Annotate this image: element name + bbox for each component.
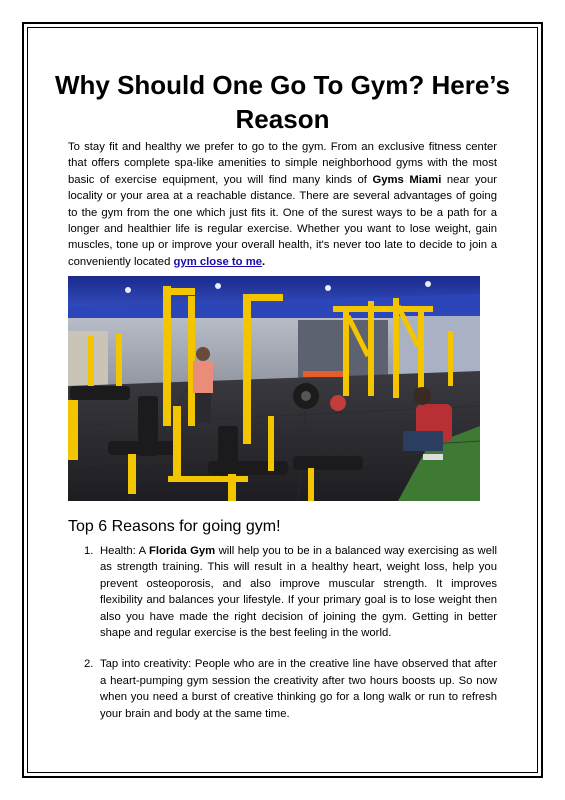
page-title: Why Should One Go To Gym? Here’s Reason: [54, 70, 511, 134]
intro-paragraph: [68, 139, 497, 270]
gym-photo: [68, 276, 480, 501]
list-item-text-continued: will help you to be in a balanced way exercising as well as strength training. This will result in a healthy heart, weight loss, help you prevent osteoporosis, and also improve muscular strength. It improves flexibility and balances your lifestyle. If your primary goal is to lose weight then also you have made the right decision of joining the gym. Getting in better shape and regular exercise is the best feeling in the world.: [100, 545, 497, 640]
list-item-text: Health: A: [100, 545, 149, 557]
list-item: [68, 543, 497, 641]
gym-close-to-me-link[interactable]: gym close to me: [173, 255, 263, 268]
list-item-number: 1.: [84, 545, 94, 557]
list-item: [68, 656, 497, 722]
list-item-number: 2.: [84, 658, 94, 671]
reasons-list: [68, 543, 497, 737]
list-item-bold-florida-gym: Florida Gym: [148, 545, 216, 557]
list-item-text: Tap into creativity: People who are in the creative line have observed that after a heart-pumping gym session the creativity after two hours boosts up. So now when you need a burst of creative thinking go for a long walk or run to refresh your brain and body at the same time.: [100, 658, 497, 720]
reasons-heading: Top 6 Reasons for going gym!: [68, 518, 281, 535]
intro-text: To stay fit and healthy we prefer to go to the gym. From an exclusive fitness center that offers complete spa-like amenities to simple neighborhood gyms with the most basic of exercise equipment, you will find many kinds of: [68, 141, 497, 186]
intro-text-continued: near your locality or your area at a reachable distance. There are several advantages of going to the gym from the one which just fits it. One of the surest ways to be a path for a longer and healthier life is regular exercise. Whether you want to lose weight, gain muscles, tone up or improve your overall health, it's never too late to decide to join a conveniently located: [68, 173, 497, 268]
intro-period: .: [262, 255, 266, 268]
intro-bold-gyms-miami: Gyms Miami: [372, 173, 442, 186]
